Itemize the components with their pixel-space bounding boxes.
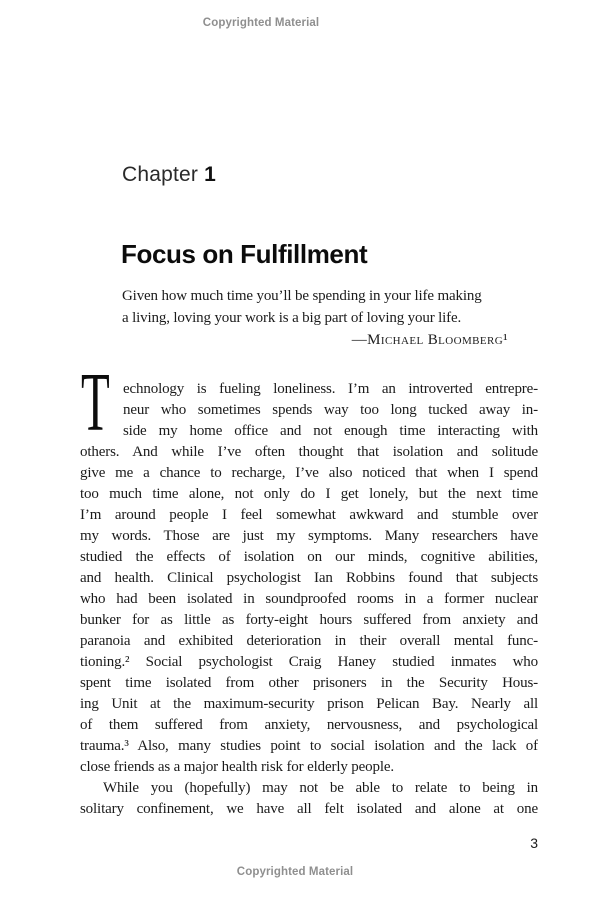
body-line: my words. Those are just my symptoms. Many researchers have bbox=[80, 528, 538, 544]
body-line: and health. Clinical psychologist Ian Robbins found that subjects bbox=[80, 570, 538, 586]
body-line: close friends as a major health risk for elderly people. bbox=[80, 759, 394, 775]
body-line: While you (hopefully) may not be able to relate to being in bbox=[103, 780, 538, 796]
body-line: of them suffered from anxiety, nervousness, and psychological bbox=[80, 717, 538, 733]
epigraph-line: a living, loving your work is a big part of loving your life. bbox=[122, 310, 462, 326]
epigraph bbox=[122, 285, 508, 351]
body-line: give me a chance to recharge, I’ve also noticed that when I spend bbox=[80, 465, 538, 481]
body-line: echnology is fueling loneliness. I’m an introverted entrepre- bbox=[123, 381, 538, 397]
chapter-heading bbox=[122, 163, 216, 187]
body-line: others. And while I’ve often thought that isolation and solitude bbox=[80, 444, 538, 460]
body-line: who had been isolated in soundproofed rooms in a former nuclear bbox=[80, 591, 538, 607]
page-title: Focus on Fulfillment bbox=[121, 239, 368, 269]
drop-cap: T bbox=[81, 356, 110, 449]
epigraph-attribution bbox=[122, 329, 508, 351]
chapter-number: 1 bbox=[204, 163, 217, 186]
body-line: side my home office and not enough time interacting with bbox=[123, 423, 538, 439]
body-line: paranoia and exhibited deterioration in their overall mental func- bbox=[80, 633, 538, 649]
body-line: spent time isolated from other prisoners in the Security Hous- bbox=[80, 675, 538, 691]
copyright-notice-bottom: Copyrighted Material bbox=[236, 866, 354, 878]
body-line: trauma.³ Also, many studies point to social isolation and the lack of bbox=[80, 738, 538, 754]
copyright-notice-top: Copyrighted Material bbox=[202, 17, 320, 29]
body-text bbox=[80, 379, 538, 820]
body-line: ing Unit at the maximum-security prison Pelican Bay. Nearly all bbox=[80, 696, 538, 712]
body-line: bunker for as little as forty-eight hours suffered from anxiety and bbox=[80, 612, 538, 628]
body-line: studied the effects of isolation on our minds, cognitive abilities, bbox=[80, 549, 538, 565]
chapter-label: Chapter bbox=[122, 163, 199, 186]
body-line: I’m around people I feel somewhat awkward and stumble over bbox=[80, 507, 538, 523]
body-line: neur who sometimes spends way too long tucked away in- bbox=[123, 402, 538, 418]
epigraph-line: Given how much time you’ll be spending in your life making bbox=[122, 288, 482, 304]
body-line: solitary confinement, we have all felt isolated and alone at one bbox=[80, 801, 538, 817]
epigraph-attribution-name: —Michael Bloomberg¹ bbox=[351, 332, 508, 348]
body-line: tioning.² Social psychologist Craig Haney studied inmates who bbox=[80, 654, 538, 670]
page-number: 3 bbox=[530, 835, 538, 851]
body-line: too much time alone, not only do I get lonely, but the next time bbox=[80, 486, 538, 502]
